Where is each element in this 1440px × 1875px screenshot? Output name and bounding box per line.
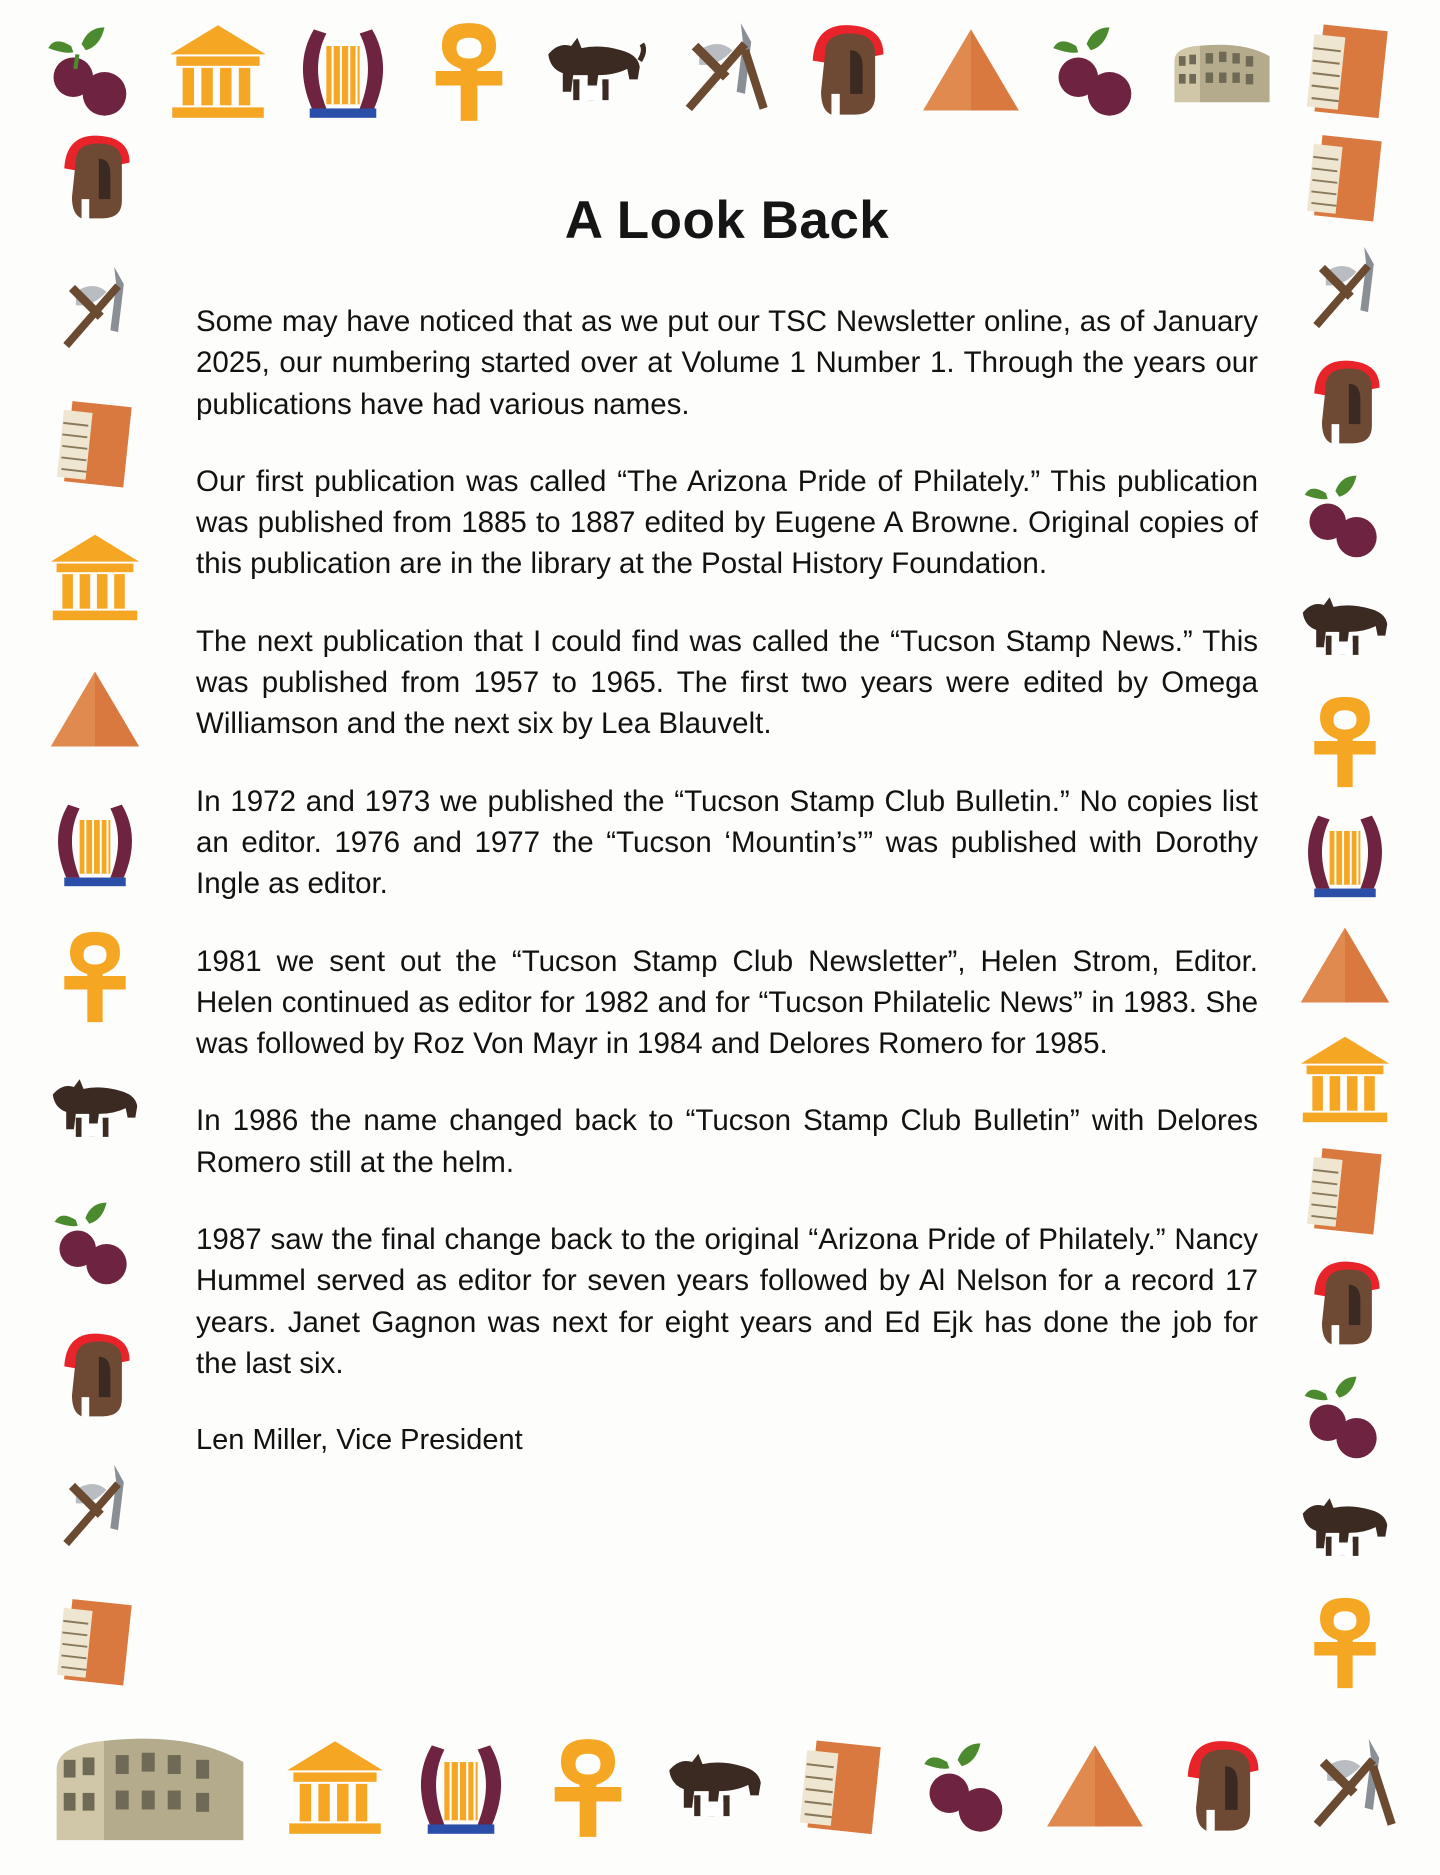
scroll-icon [1296,19,1400,123]
helmet-icon [1297,355,1393,451]
lyre-icon [409,1735,513,1839]
lyre-icon [291,19,395,123]
olives-icon [1297,1369,1393,1465]
decorative-border-right [1280,130,1410,1690]
scroll-icon [1297,1143,1393,1239]
helmet-icon [1297,1256,1393,1352]
pyramid-icon [919,19,1023,123]
lyre-icon [1297,806,1393,902]
decorative-border-bottom [40,1717,1400,1857]
she-wolf-icon [1297,1481,1393,1577]
temple-icon [1297,1031,1393,1127]
paragraph: 1981 we sent out the “Tucson Stamp Club Newsletter”, Helen Strom, Editor. Helen continued as editor for 1982 and for “Tucson Philatelic News” in 1983. She was followed by Roz Von Mayr in 1984 and Delores Romero for 1985. [196,944,1258,1061]
she-wolf-icon [47,1062,143,1158]
scroll-icon [47,1594,143,1690]
olives-icon [1045,19,1149,123]
temple-icon [166,19,270,123]
decorative-border-top [40,6,1400,136]
she-wolf-icon [1297,580,1393,676]
pyramid-icon [1297,918,1393,1014]
temple-icon [283,1735,387,1839]
scroll-icon [1297,130,1393,226]
ankh-icon [1297,1594,1393,1690]
temple-icon [47,529,143,625]
axe-spear-icon [47,263,143,359]
she-wolf-icon [542,19,646,123]
olives-icon [40,19,144,123]
author-signature: Len Miller, Vice President [196,1424,523,1457]
axe-spear-icon [1297,243,1393,339]
colosseum-icon [1170,19,1274,123]
helmet-icon [47,130,143,226]
olives-icon [1297,468,1393,564]
she-wolf-icon [663,1735,767,1839]
colosseum-icon [40,1722,260,1852]
paragraph: 1987 saw the final change back to the original “Arizona Pride of Philately.” Nancy Hummel served as editor for seven years followed by Al Nelson for a record 17 years. Janet Gagnon was next for eight years and Ed Ejk has done the job for the last six. [196,1223,1258,1380]
ankh-icon [417,19,521,123]
scroll-icon [789,1735,893,1839]
pyramid-icon [1043,1735,1147,1839]
paragraph: In 1986 the name changed back to “Tucson Stamp Club Bulletin” with Delores Romero still at the helm. [196,1104,1258,1179]
paragraph: Some may have noticed that as we put our TSC Newsletter online, as of January 2025, our numbering started over at Volume 1 Number 1. Through the years our publications have had various names. [196,305,1258,421]
lyre-icon [47,795,143,891]
axe-spear-icon [1296,1735,1400,1839]
paragraph: In 1972 and 1973 we published the “Tucson Stamp Club Bulletin.” No copies list an editor. 1976 and 1977 the “Tucson ‘Mountin’s’” was published with Dorothy Ingle as editor. [196,784,1258,901]
helmet-icon [47,1328,143,1424]
olives-icon [47,1195,143,1291]
helmet-icon [794,19,898,123]
paragraph: Our first publication was called “The Arizona Pride of Philately.” This publication was published from 1885 to 1887 edited by Eugene A Browne. Original copies of this publication are in the library at the Postal History Foundation. [196,464,1258,581]
decorative-border-left [30,130,160,1690]
axe-spear-icon [47,1461,143,1557]
ankh-icon [536,1735,640,1839]
article-content [196,190,1258,1457]
paragraph: The next publication that I could find was called the “Tucson Stamp News.” This was published from 1957 to 1965. The first two years were edited by Omega Williamson and the next six by Lea Blauvelt. [196,624,1258,741]
pyramid-icon [47,662,143,758]
ankh-icon [47,928,143,1024]
olives-icon [916,1735,1020,1839]
helmet-icon [1169,1735,1273,1839]
axe-spear-icon [668,19,772,123]
ankh-icon [1297,693,1393,789]
page-title: A Look Back [564,191,890,250]
scroll-icon [47,396,143,492]
